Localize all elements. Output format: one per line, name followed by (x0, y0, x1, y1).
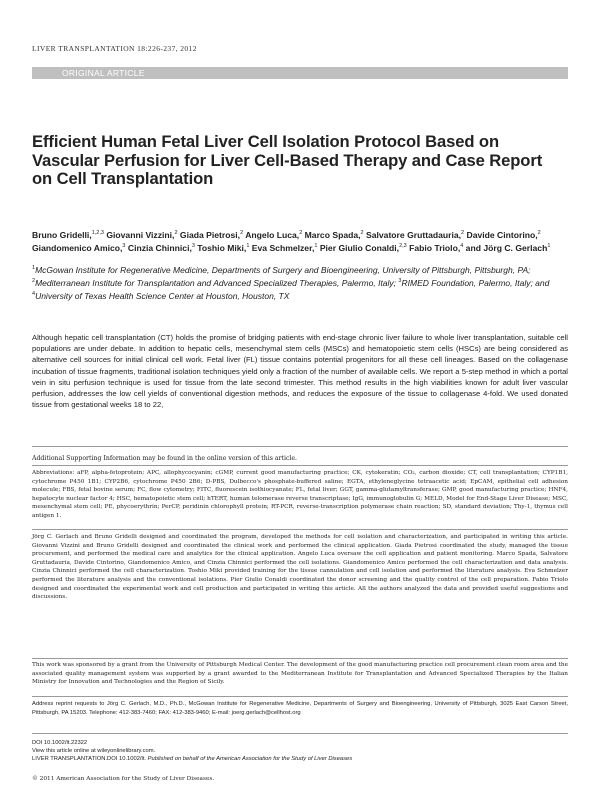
author-affiliation-marker: 1 (547, 242, 551, 249)
affiliation-marker: 1 (32, 265, 36, 271)
author-name-text: Angelo Luca, (245, 229, 300, 240)
abstract: Although hepatic cell transplantation (CT) holds the promise of bridging patients with end-stage chronic liver failure to whole liver transplantation, suitable cell populations are under debate. In addition to hepatic cells, mesenchymal stem cells (MSCs) and hematopoietic stem cells (HSCs) are being considered as alternative cell sources for initial clinical cell work. Fetal liver (FL) tissue contains potential progenitors for all these cell lineages. Based on the collagenase incubation of tissue fragments, traditional isolation techniques yield only a fraction of the number of available cells. We report a 5-step method in which a portal vein in situ perfusion technique is used for tissue from the late second trimester. This method results in the high viabilities known for adult liver vascular perfusion, addresses the low cell yields of conventional digestion methods, and reduces the exposure of the tissue to collagenase 4-fold. We used donated tissue from gestational weeks 18 to 22, (32, 333, 568, 410)
author-name-text: Marco Spada, (304, 229, 361, 240)
author-affiliation-marker: 2 (299, 230, 303, 236)
author-name-text: Toshio Miki, (197, 242, 247, 253)
affiliation-text: McGowan Institute for Regenerative Medicine, Departments of Surgery and Bioengineering, University of Pittsburgh, Pittsburgh, PA; (35, 264, 531, 275)
author-affiliation-marker: 2 (537, 230, 541, 236)
abbreviations-footnote: Abbreviations: aFP, alpha-fetoprotein; APC, allophycocyanin; cGMP, current good manufacturing practice; CK, cytokeratin; CO₂, carbon dioxide; CT, cell transplantation; CYP1B1, cytochrome P450 1B1; CYP2B6, cytochrome P450 2B6; D-PBS, Dulbecco's phosphate-buffered saline; EGTA, ethyleneglycine tetraacetic acid; EpCAM, epithelial cell adhesion molecule; FBS, fetal bovine serum; FC, flow cytometry; FITC, fluorescein isothiocyanate; FL, fetal liver; GGT, gamma-glutamyltransferase; GMP, good manufacturing practice; HNF4, hepatocyte nuclear factor 4; HSC, hematopoietic stem cell; hTERT, human telomerase reverse transcriptase; IgG, immunoglobulin G; MELD, Model for End-Stage Liver Disease; MSC, mesenchymal stem cell; PE, phycoerythrin; PerCP, peridinin chlorophyll protein; RT-PCR, reverse-transcription polymerase chain reaction; SD, standard deviation; Thy-1, thymus cell antigen 1. (32, 470, 568, 519)
author-name-text: and Jörg C. Gerlach (465, 242, 548, 253)
divider (32, 733, 568, 734)
published-on-behalf: Published on behalf of the American Association for the Study of Liver Diseases (147, 756, 353, 763)
funding-footnote: This work was sponsored by a grant from the University of Pittsburgh Medical Center. The development of the good manufacturing practice cell procurement clean room area and the associated quality management system was supported by a grant awarded to the Mediterranean Institute for Transplantation and Advanced Specialized Therapies by the Italian Ministry for Innovation and Technologies and the Region of Sicily. (32, 662, 568, 686)
reprint-address: Address reprint requests to Jörg C. Gerlach, M.D., Ph.D., McGowan Institute for Regenerative Medicine, Departments of Surgery and Bioengineering, University of Pittsburgh, 3025 East Carson Street, Pittsburgh, PA 15203. Telephone: 412-383-7460; FAX: 412-383-9460; E-mail: joerg.gerlach@cellhost.org (32, 701, 568, 716)
divider (32, 529, 568, 530)
author-affiliation-marker: 2 (461, 230, 465, 236)
author-affiliation-marker: 1 (314, 242, 318, 249)
affiliation-text: Mediterranean Institute for Transplantation and Advanced Specialized Therapies, Palermo, Italy; (35, 277, 397, 288)
author-name-text: Davide Cintorino, (466, 229, 538, 240)
lt-doi: LIVER TRANSPLANTATION.DOI 10.1002/lt. (32, 756, 147, 763)
section-banner (32, 67, 568, 79)
author-name-text: Bruno Gridelli, (32, 229, 92, 240)
author-affiliation-marker: 4 (460, 242, 464, 249)
contributions-footnote: Jörg C. Gerlach and Bruno Gridelli designed and coordinated the program, developed the methods for cell isolation and characterization, and participated in writing this article. Giovanni Vizzini and Bruno Gridelli designed and coordinated the clinical work and performed the clinical application. Giada Pietrosi coordinated the study, managed the tissue procurement, and performed the medical care and analytics for the clinical application. Angelo Luca oversaw the cell application and patient monitoring. Marco Spada, Salvatore Gruttadauria, Davide Cintorino, Giandomenico Amico, and Cinzia Chinnici performed the cell isolations. Giandomenico Amico performed the cell characterization and data analysis. Cinzia Chinnici performed the cell characterization. Toshio Miki provided training for the tissue cannulation and cell isolation and performed the literature analysis. Eva Schmelzer performed the literature analysis and the conventional isolations. Pier Giulio Conaldi coordinated the donor screening and the quality control of the cell preparation. Fabio Triolo designed and coordinated the experimental work and cell production and participated in writing this article. All the authors analyzed the data and provided useful suggestions and discussions. (32, 534, 568, 601)
author-affiliation-marker: 1,2,3 (91, 230, 104, 236)
affiliation-text: University of Texas Health Science Center at Houston, Houston, TX (35, 290, 290, 301)
divider (32, 696, 568, 697)
affiliation-marker: 3 (398, 278, 402, 285)
author-name-text: Cinzia Chinnici, (127, 242, 192, 253)
section-label: ORIGINAL ARTICLE (62, 68, 145, 78)
wiley-online-note: View this article online at wileyonlinelibrary.com. (32, 748, 156, 755)
author-name-text: Giovanni Vizzini, (106, 229, 175, 240)
author-list (32, 228, 572, 254)
author-name-text: Eva Schmelzer, (251, 242, 315, 253)
article-title: Efficient Human Fetal Liver Cell Isolation Protocol Based on Vascular Perfusion for Liver Cell-Based Therapy and Case Report on Cell Transplantation (32, 132, 543, 189)
author-affiliation-marker: 3 (122, 242, 126, 249)
author-name-text: Pier Giulio Conaldi, (319, 242, 400, 253)
author-affiliation-marker: 2 (174, 230, 178, 236)
author-affiliation-marker: 3 (191, 242, 195, 249)
author-name-text: Giada Pietrosi, (179, 229, 241, 240)
doi-block (32, 739, 572, 764)
affiliation-text: RIMED Foundation, Palermo, Italy; and (401, 277, 550, 288)
author-affiliation-marker: 1 (246, 242, 250, 249)
divider (32, 658, 568, 659)
affiliation-marker: 2 (32, 278, 36, 285)
author-affiliation-marker: 2,3 (399, 242, 407, 249)
supporting-info-note: Additional Supporting Information may be found in the online version of this article. (32, 455, 298, 462)
author-affiliation-marker: 2 (240, 230, 244, 236)
author-affiliation-marker: 2 (360, 230, 364, 236)
doi: DOI 10.1002/lt.22322 (32, 740, 88, 746)
author-name-text: Giandomenico Amico, (32, 242, 123, 253)
affiliation-marker: 4 (32, 291, 36, 298)
author-name-text: Salvatore Gruttadauria, (365, 229, 462, 240)
divider (32, 465, 568, 466)
affiliations (32, 263, 572, 302)
journal-citation: LIVER TRANSPLANTATION 18:226-237, 2012 (32, 44, 197, 53)
copyright: © 2011 American Association for the Study of Liver Diseases. (32, 776, 215, 782)
author-name-text: Fabio Triolo, (409, 242, 461, 253)
divider (32, 446, 568, 447)
publisher-line (32, 755, 572, 763)
